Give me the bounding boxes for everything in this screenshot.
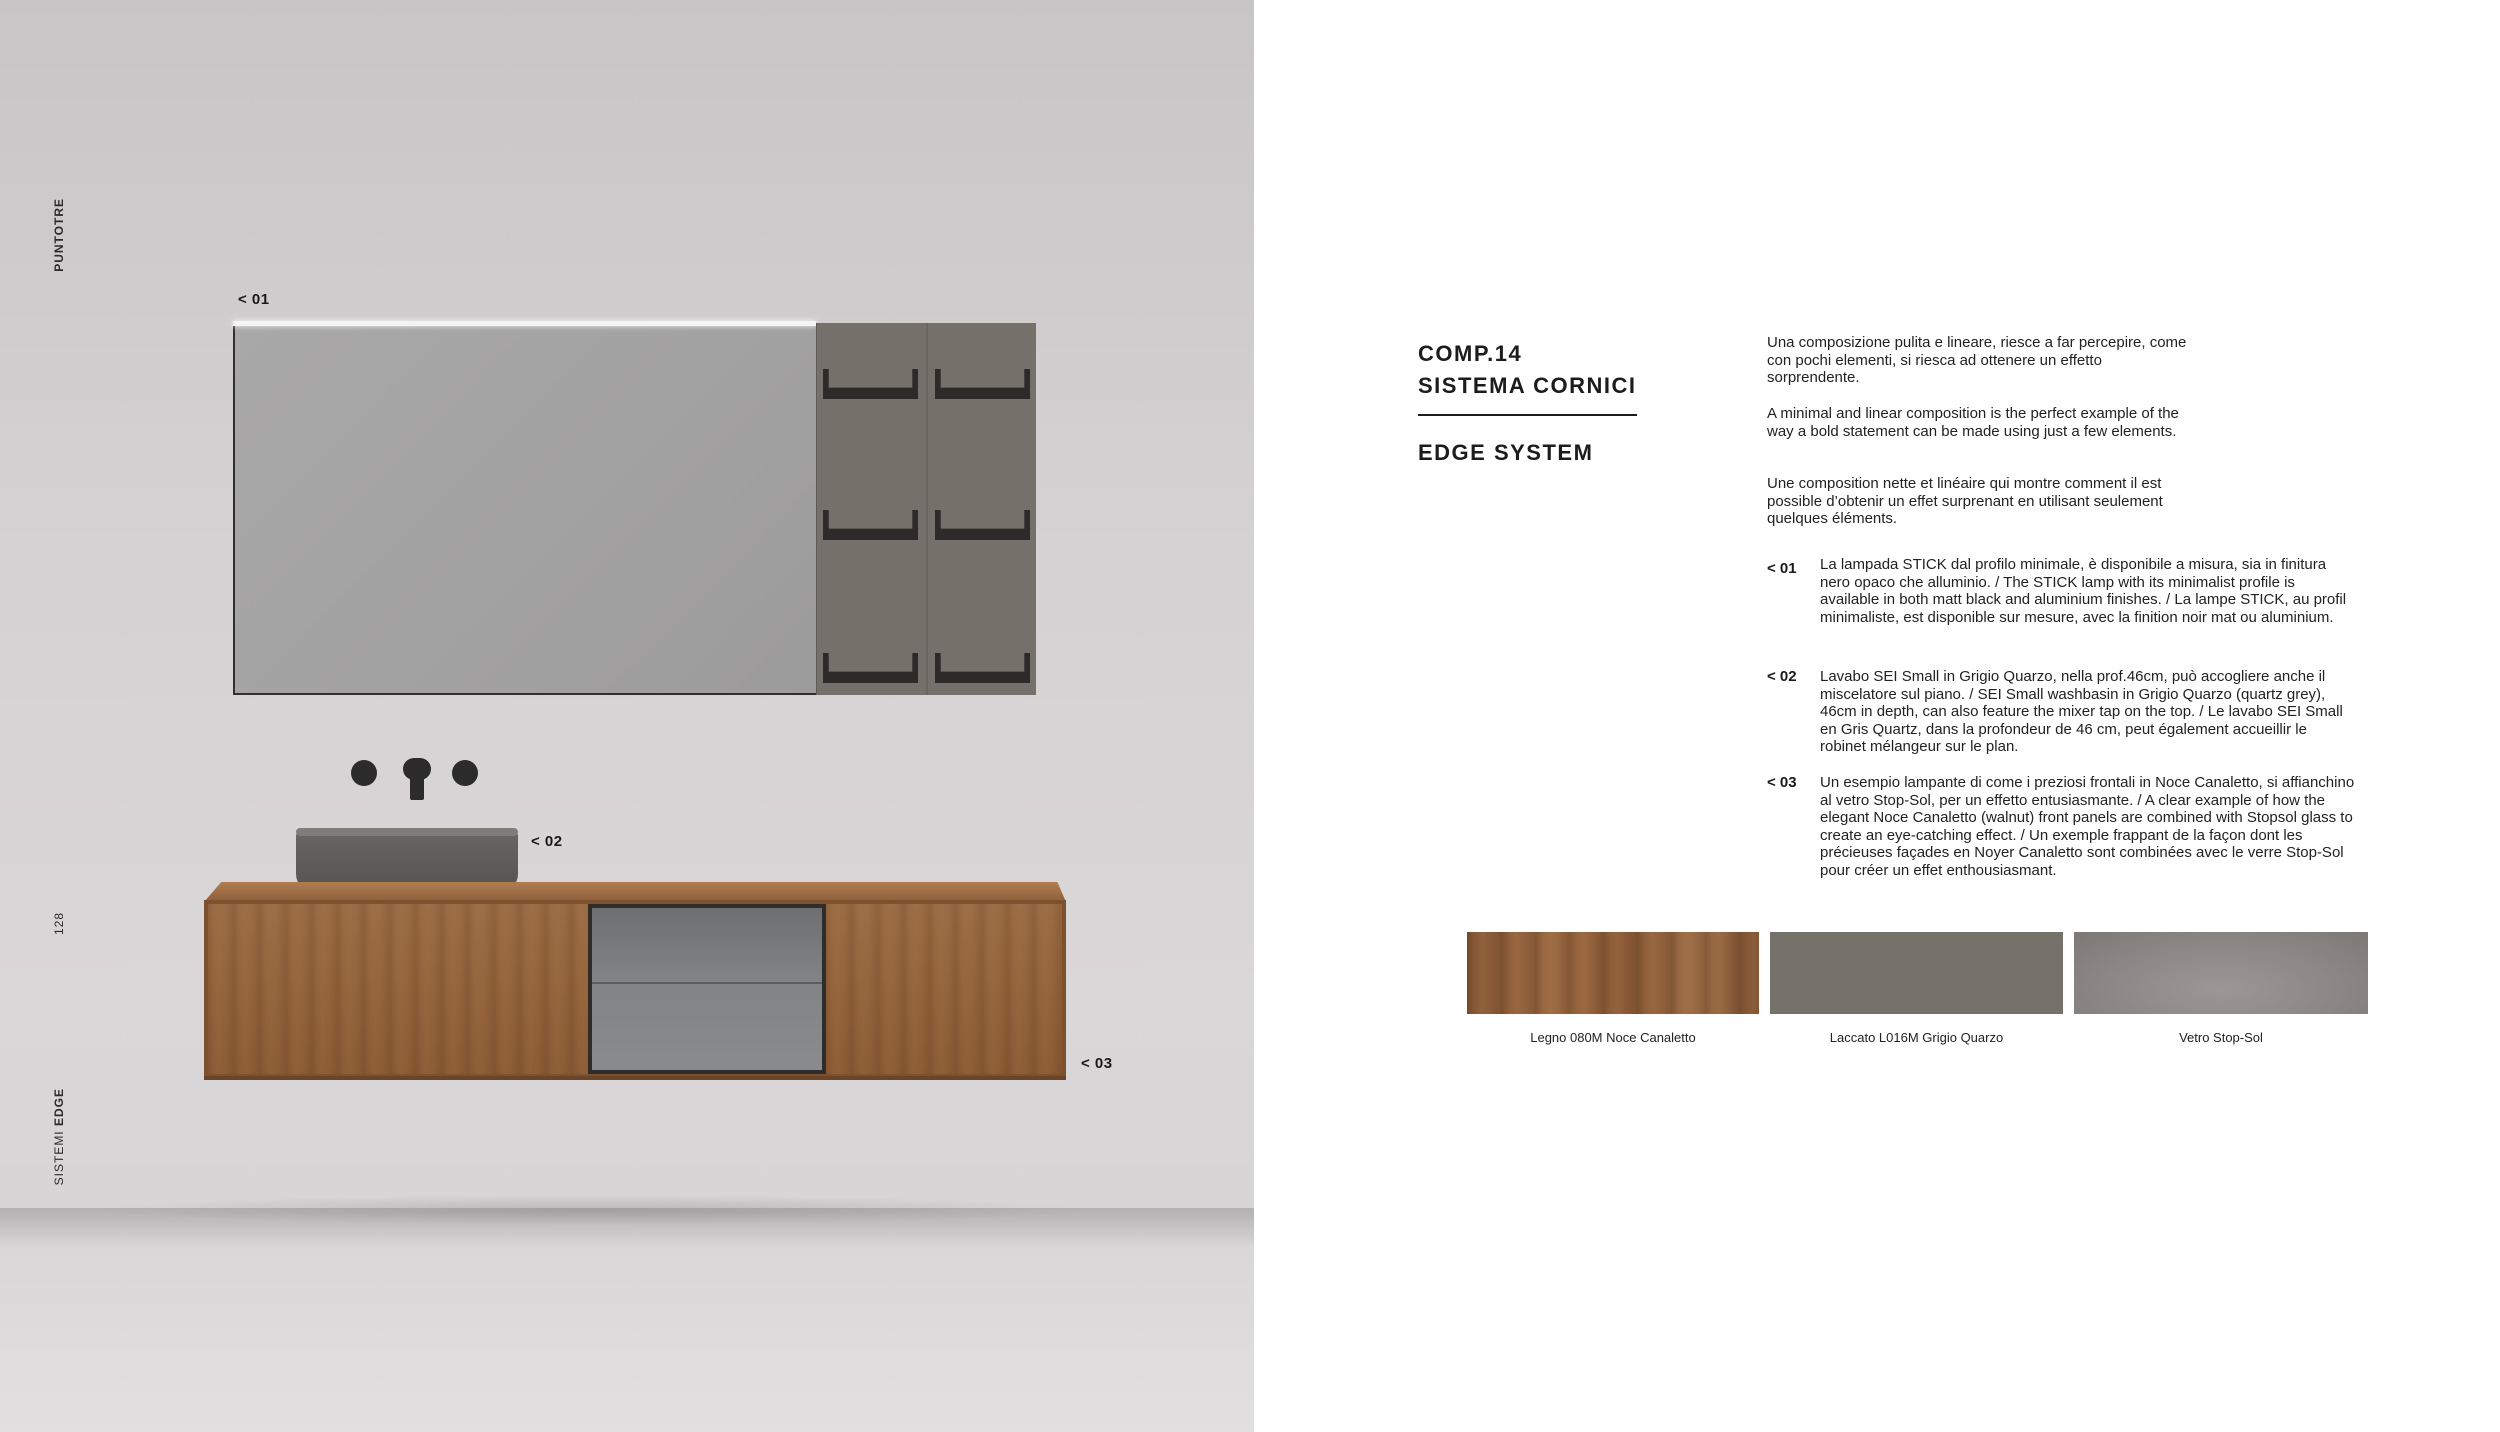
swatch-vetro-stop-sol: [2074, 932, 2368, 1014]
stick-lamp: [233, 321, 816, 326]
vanity-unit: [204, 900, 1066, 1080]
intro-english: A minimal and linear composition is the perfect example of the way a bold statement can be made using just a few elements.: [1767, 405, 2179, 440]
note-text-02: Lavabo SEI Small in Grigio Quarzo, nella prof.46cm, può accogliere anche il miscelatore sul piano. / SEI Small washbasin in Grigio Quarzo (quartz grey), 46cm in depth, can also feature the mixer tap on the top. / Le lavabo SEI Small en Gris Quartz, dans la profondeur de 46 cm, peut également accueillir le robinet mélangeur sur le plan.: [1820, 668, 2343, 756]
shelf-panel: [816, 323, 1036, 695]
walnut-door: [208, 904, 588, 1074]
walnut-door: [826, 904, 1062, 1074]
brand-label: PUNTOTRE: [52, 198, 66, 272]
stopsol-glass-door: [588, 904, 826, 1074]
shelf: [935, 653, 1030, 683]
swatch-noce-canaletto: [1467, 932, 1759, 1014]
faucet-spout: [410, 762, 424, 800]
shelf: [935, 369, 1030, 399]
shelf-panel-divider: [926, 323, 928, 695]
shelf: [823, 510, 918, 540]
glass-inner-shelf: [592, 982, 822, 984]
mirror: [233, 323, 816, 695]
faucet-knob: [452, 760, 478, 786]
note-text-01: La lampada STICK dal profilo minimale, è disponibile a misura, sia in finitura nero opaco che alluminio. / The STICK lamp with its minimalist profile is available in both matt black and aluminium finishes. / La lampe STICK, au profil minimaliste, est disponible sur mesure, avec la finition noir mat ou aluminium.: [1820, 556, 2347, 626]
section-name: EDGE: [52, 1088, 66, 1127]
shelf: [935, 510, 1030, 540]
page-number: 128: [52, 912, 66, 936]
vanity-shadow: [90, 1195, 1090, 1225]
intro-italian: Una composizione pulita e lineare, riesce a far percepire, come con pochi elementi, si riesca ad ottenere un effetto sorprendente.: [1767, 334, 2187, 387]
callout-02: < 02: [531, 833, 563, 850]
swatch-label-3: Vetro Stop-Sol: [2179, 1030, 2263, 1045]
swatch-grigio-quarzo: [1770, 932, 2063, 1014]
swatch-label-1: Legno 080M Noce Canaletto: [1530, 1030, 1696, 1045]
section-label: [52, 1088, 66, 1185]
note-text-03: Un esempio lampante di come i preziosi frontali in Noce Canaletto, si affianchino al vetro Stop-Sol, per un effetto entusiasmante. / A clear example of how the elegant Noce Canaletto (walnut) front panels are combined with Stopsol glass to create an eye-catching effect. / Un exemple frappant de la façon dont les précieuses façades en Noyer Canaletto sont combinées avec le verre Stop-Sol pour créer un effet enthousiasmant.: [1820, 774, 2355, 879]
intro-french: Une composition nette et linéaire qui montre comment il est possible d’obtenir un effet surprenant en utilisant seulement quelques éléments.: [1767, 475, 2163, 528]
callout-01: < 01: [238, 291, 270, 308]
vanity-top: [204, 882, 1066, 902]
swatch-label-2: Laccato L016M Grigio Quarzo: [1829, 1030, 2004, 1045]
subtitle: EDGE SYSTEM: [1418, 440, 1594, 465]
note-marker-03: < 03: [1767, 774, 1797, 791]
shelf: [823, 369, 918, 399]
title-line-2: SISTEMA CORNICI: [1418, 373, 1637, 398]
section-prefix: SISTEMI: [52, 1126, 66, 1186]
note-marker-02: < 02: [1767, 668, 1797, 685]
title-divider: [1418, 414, 1637, 416]
washbasin-rim: [296, 828, 518, 836]
title-line-1: COMP.14: [1418, 341, 1523, 366]
callout-03: < 03: [1081, 1055, 1113, 1072]
composition-title: [1418, 338, 1636, 402]
note-marker-01: < 01: [1767, 560, 1797, 577]
faucet-knob: [351, 760, 377, 786]
shelf: [823, 653, 918, 683]
